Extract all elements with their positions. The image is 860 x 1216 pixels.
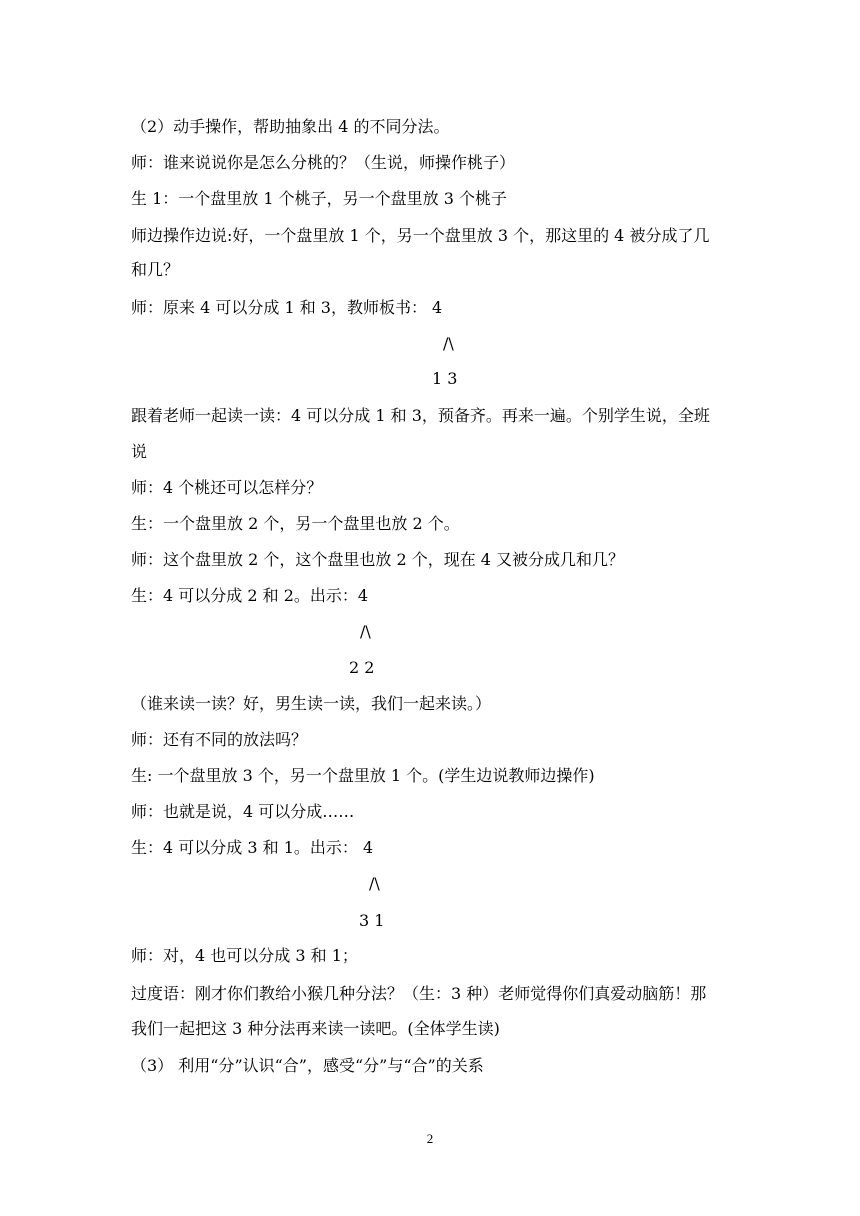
split-symbol: /\ [360,622,371,641]
text-line: 生 1：一个盘里放 1 个桃子，另一个盘里放 3 个桃子 [131,189,507,208]
text-line: 和几？ [131,260,180,279]
split-symbol: /\ [369,874,380,893]
text-line: 师：原来 4 可以分成 1 和 3，教师板书： 4 [131,298,443,317]
split-parts: 3 1 [359,911,385,930]
text-line: 生：4 可以分成 3 和 1。出示： 4 [131,838,374,857]
text-line: 师边操作边说:好，一个盘里放 1 个，另一个盘里放 3 个，那这里的 4 被分成了几 [131,226,710,245]
text-line: 跟着老师一起读一读：4 可以分成 1 和 3，预备齐。再来一遍。个别学生说，全班 [131,406,710,425]
text-line: 师：也就是说，4 可以分成…… [131,802,355,821]
text-line: （2）动手操作，帮助抽象出 4 的不同分法。 [131,117,450,136]
split-parts: 1 3 [432,369,458,388]
text-line: 师：4 个桃还可以怎样分？ [131,478,323,497]
text-line: 过度语：刚才你们教给小猴几种分法？（生：3 种）老师觉得你们真爱动脑筋！那 [131,984,707,1003]
split-symbol: /\ [443,334,454,353]
text-line: 师：这个盘里放 2 个，这个盘里也放 2 个，现在 4 又被分成几和几？ [131,550,625,569]
text-line: 生：4 可以分成 2 和 2。出示：4 [131,586,369,605]
text-line: 师：对，4 也可以分成 3 和 1； [131,946,358,965]
text-line: 我们一起把这 3 种分法再来读一读吧。(全体学生读) [131,1019,500,1038]
text-line: （谁来读一读？好，男生读一读，我们一起来读。） [131,694,492,713]
text-line: 师：谁来说说你是怎么分桃的？（生说，师操作桃子） [131,153,516,172]
text-line: 生: 一个盘里放 3 个，另一个盘里放 1 个。(学生边说教师边操作) [131,766,595,785]
text-line: 生：一个盘里放 2 个，另一个盘里也放 2 个。 [131,514,460,533]
text-line: （3） 利用“分”认识“合”，感受“分”与“合”的关系 [131,1056,484,1075]
text-line: 师：还有不同的放法吗？ [131,730,308,749]
split-parts: 2 2 [349,658,375,677]
page-number: 2 [426,1131,434,1146]
text-line: 说 [131,442,148,461]
